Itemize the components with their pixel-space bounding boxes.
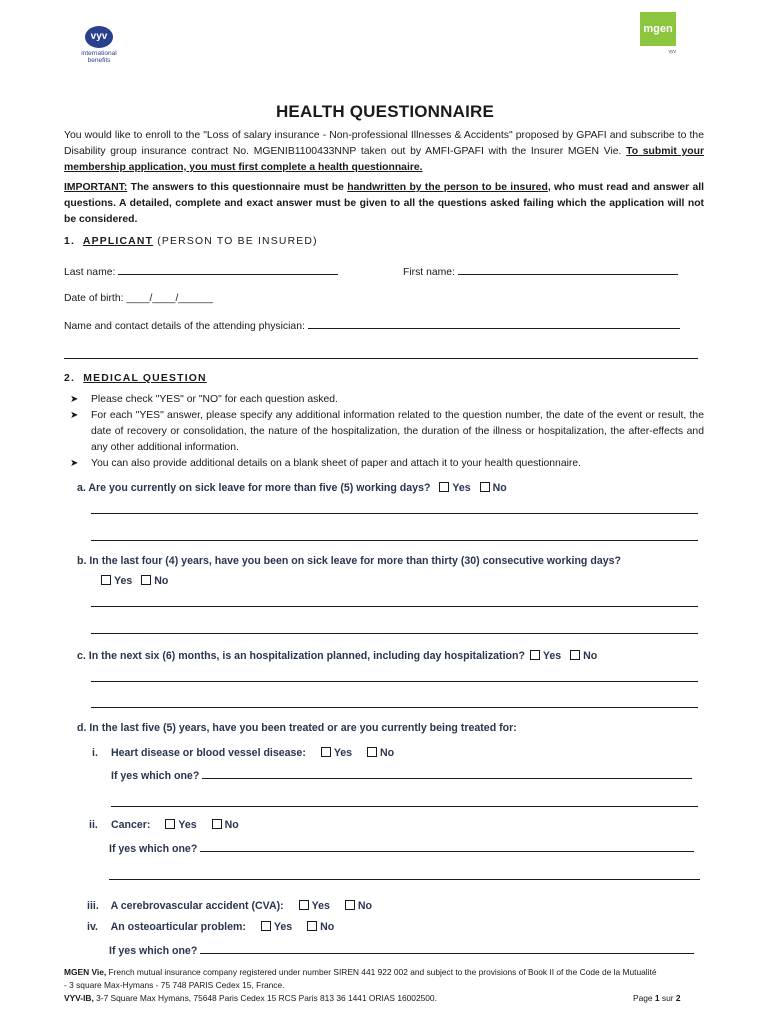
no-checkbox[interactable] [212, 819, 222, 829]
dob-label: Date of birth: [64, 293, 124, 304]
important-label: IMPORTANT: [64, 182, 128, 193]
answer-line[interactable] [91, 707, 698, 708]
question-c [77, 650, 597, 662]
if-yes-line[interactable] [200, 945, 694, 954]
yes-checkbox[interactable] [101, 575, 111, 585]
dob-template[interactable]: ____/____/______ [126, 293, 214, 304]
if-yes-line[interactable] [200, 843, 694, 852]
yes-checkbox[interactable] [439, 482, 449, 492]
if-yes-label: If yes which one? [109, 945, 198, 957]
yes-label: Yes [333, 747, 353, 759]
page-sep: sur [661, 993, 674, 1003]
no-checkbox[interactable] [570, 650, 580, 660]
if-yes-label: If yes which one? [111, 770, 200, 782]
question-d-iv [87, 921, 334, 933]
item-number: iii. [87, 900, 99, 912]
item-number: ii. [89, 819, 98, 831]
yes-checkbox[interactable] [530, 650, 540, 660]
arrow-bullet-icon: ➤ [70, 458, 79, 469]
bullet-item [70, 456, 704, 472]
if-yes-field[interactable] [109, 843, 694, 855]
if-yes-field[interactable] [111, 770, 692, 782]
intro-text: You would like to enroll to the "Loss of salary insurance - Non-professional Illnesses & Accidents" proposed by GPAFI and subscribe to the Disability group insurance contract No. MGENIB1100433NNP taken out by AMFI-GPAFI with the Insurer MGEN Vie. [64, 130, 704, 157]
vyv-logo-mark: vyv [85, 26, 113, 48]
physician-field[interactable] [64, 320, 680, 332]
item-number: i. [92, 747, 98, 759]
section-number: 1. [64, 236, 76, 247]
question-d-i [92, 747, 394, 759]
footer-vyv-text: 3-7 Square Max Hymans, 75648 Paris Cedex 15 RCS Paris 813 36 1441 ORIAS 16002500. [93, 993, 437, 1003]
no-label: No [380, 747, 395, 759]
page-number [633, 992, 681, 1005]
if-yes-label: If yes which one? [109, 843, 198, 855]
important-paragraph [64, 180, 704, 228]
no-label: No [224, 819, 239, 831]
item-text: Cancer: [110, 819, 151, 831]
section-title: APPLICANT [82, 236, 154, 247]
no-label: No [492, 482, 507, 494]
footer-insurer [64, 966, 706, 979]
yes-checkbox[interactable] [165, 819, 175, 829]
answer-line[interactable] [91, 513, 698, 514]
question-d-iii [87, 900, 372, 912]
question-d: d. In the last five (5) years, have you been treated or are you currently being treated for: [77, 722, 517, 734]
question-a [77, 482, 507, 494]
physician-label: Name and contact details of the attending physician: [64, 321, 305, 332]
date-of-birth-field[interactable] [64, 293, 213, 304]
no-label: No [154, 575, 169, 587]
yes-label: Yes [452, 482, 471, 494]
item-text: A cerebrovascular accident (CVA): [110, 900, 284, 912]
page-title: HEALTH QUESTIONNAIRE [275, 102, 495, 121]
question-b [77, 555, 621, 567]
answer-line[interactable] [109, 879, 700, 880]
physician-line[interactable] [308, 320, 680, 329]
last-name-label: Last name: [64, 267, 116, 278]
page-label: Page [633, 993, 653, 1003]
question-d-ii [89, 819, 239, 831]
question-a-text: a. Are you currently on sick leave for more than five (5) working days? [77, 482, 431, 494]
vyv-logo-subtitle: international benefits [81, 50, 117, 64]
item-text: Heart disease or blood vessel disease: [110, 747, 306, 759]
answer-line[interactable] [91, 633, 698, 634]
page-current: 1 [654, 993, 660, 1003]
section-subtitle: (PERSON TO BE INSURED) [157, 236, 318, 247]
physician-line-2[interactable] [64, 358, 698, 359]
section-medical-heading [64, 373, 207, 384]
first-name-field[interactable] [403, 266, 678, 278]
bullet-item [70, 408, 704, 456]
intro-paragraph [64, 128, 704, 176]
no-checkbox[interactable] [480, 482, 490, 492]
answer-line[interactable] [91, 540, 698, 541]
answer-line[interactable] [111, 806, 698, 807]
item-number: iv. [87, 921, 98, 933]
first-name-line[interactable] [458, 266, 678, 275]
important-text-1: The answers to this questionnaire must be [127, 182, 348, 193]
footer-vyv-name: VYV-IB, [64, 993, 94, 1003]
no-checkbox[interactable] [367, 747, 377, 757]
yes-label: Yes [311, 900, 330, 912]
no-checkbox[interactable] [345, 900, 355, 910]
bullet-item [70, 392, 704, 408]
bullet-text: For each "YES" answer, please specify any additional information related to the question number, the date of the event or result, the date of recovery or consolidation, the nature of the hospitalization, the duration of the illness or hospitalization, the after-effects and any other additional information. [91, 410, 704, 453]
question-b-text: b. In the last four (4) years, have you been on sick leave for more than thirty (30) consecutive working days? [77, 555, 621, 567]
item-text: An osteoarticular problem: [110, 921, 246, 933]
yes-checkbox[interactable] [261, 921, 271, 931]
yes-label: Yes [114, 575, 133, 587]
no-checkbox[interactable] [141, 575, 151, 585]
if-yes-field[interactable] [109, 945, 694, 957]
yes-label: Yes [542, 650, 562, 662]
footer-vyv [64, 992, 437, 1005]
no-label: No [583, 650, 598, 662]
mgen-logo-mark: mgen [640, 12, 676, 46]
important-handwritten: handwritten by the person to be insured [347, 182, 548, 193]
question-b-options [95, 575, 168, 587]
section-title: MEDICAL QUESTION [83, 373, 207, 384]
footer-address: - 3 square Max-Hymans - 75 748 PARIS Cedex 15, France. [64, 980, 285, 990]
section-applicant-heading [64, 236, 318, 247]
answer-line[interactable] [91, 606, 698, 607]
last-name-line[interactable] [118, 266, 338, 275]
mgen-logo-subtitle: vyv [668, 49, 676, 55]
footer-insurer-name: MGEN Vie, [64, 967, 107, 977]
bullet-text: Please check "YES" or "NO" for each question asked. [91, 394, 338, 405]
section-number: 2. [64, 373, 76, 384]
yes-label: Yes [178, 819, 197, 831]
no-label: No [357, 900, 372, 912]
important-text-2: , who must read and answer all questions. A detailed, complete and exact answer must be given to all the questions asked failing which the application will not be considered. [64, 182, 705, 225]
bullet-text: You can also provide additional details on a blank sheet of paper and attach it to your health questionnaire. [91, 458, 582, 469]
arrow-bullet-icon: ➤ [70, 410, 79, 421]
if-yes-line[interactable] [202, 770, 692, 779]
arrow-bullet-icon: ➤ [70, 394, 79, 405]
no-checkbox[interactable] [307, 921, 317, 931]
no-label: No [320, 921, 335, 933]
footer-insurer-text: French mutual insurance company registered under number SIREN 441 922 002 and subject to the provisions of Book II of the Code de la Mutualité [106, 967, 657, 977]
yes-checkbox[interactable] [299, 900, 309, 910]
question-c-text: c. In the next six (6) months, is an hospitalization planned, including day hospitalization? [77, 650, 525, 662]
first-name-label: First name: [403, 267, 455, 278]
vyv-logo [72, 26, 126, 64]
yes-label: Yes [273, 921, 293, 933]
mgen-logo [640, 12, 676, 55]
answer-line[interactable] [91, 681, 698, 682]
yes-checkbox[interactable] [321, 747, 331, 757]
last-name-field[interactable] [64, 266, 338, 278]
intro-instruction: To submit your membership application, you must first complete a health questionnaire. [64, 146, 704, 173]
page-total: 2 [675, 993, 681, 1003]
